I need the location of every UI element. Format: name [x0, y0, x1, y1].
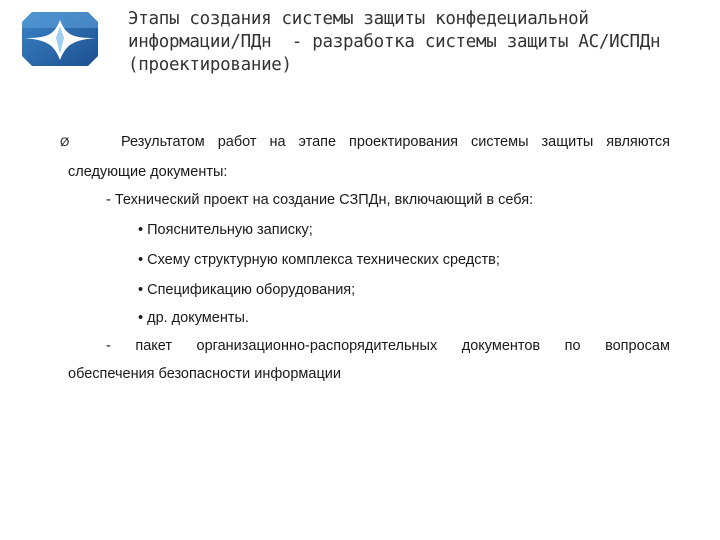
intro-word: защиты: [541, 134, 594, 150]
intro-word: системы: [470, 134, 529, 150]
title-line-2: информации/ПДн - разработка системы защиты АС/ИСПДн: [128, 32, 661, 52]
package-word: по: [564, 338, 581, 354]
slide-title: [128, 8, 708, 77]
package-word: пакет: [135, 338, 172, 354]
intro-line-2: следующие документы:: [68, 164, 228, 180]
package-word: -: [106, 338, 111, 354]
title-line-1: Этапы создания системы защиты конфедециальной: [128, 9, 589, 29]
title-line-3: (проектирование): [128, 55, 292, 75]
sub-list-item: • Спецификацию оборудования;: [138, 282, 356, 298]
package-word: вопросам: [605, 338, 670, 354]
package-word: документов: [461, 338, 541, 354]
intro-word: работ: [217, 134, 257, 150]
sub-list-item: • Пояснительную записку;: [138, 222, 313, 238]
intro-word: этапе: [298, 134, 337, 150]
list-item-technical-project: - Технический проект на создание СЗПДн, включающий в себя:: [106, 192, 534, 208]
intro-word: на: [269, 134, 286, 150]
intro-word: Результатом: [120, 134, 205, 150]
intro-word: проектирования: [349, 134, 459, 150]
sub-list-item: • Схему структурную комплекса технических средств;: [138, 252, 500, 268]
package-word: организационно-распорядительных: [196, 338, 438, 354]
sub-list-item: • др. документы.: [138, 310, 249, 326]
package-line-2: обеспечения безопасности информации: [68, 366, 341, 382]
intro-word: являются: [606, 134, 670, 150]
list-item-package: [106, 336, 670, 356]
logo-icon: [18, 8, 102, 70]
arrow-bullet-icon: Ø: [60, 135, 70, 149]
